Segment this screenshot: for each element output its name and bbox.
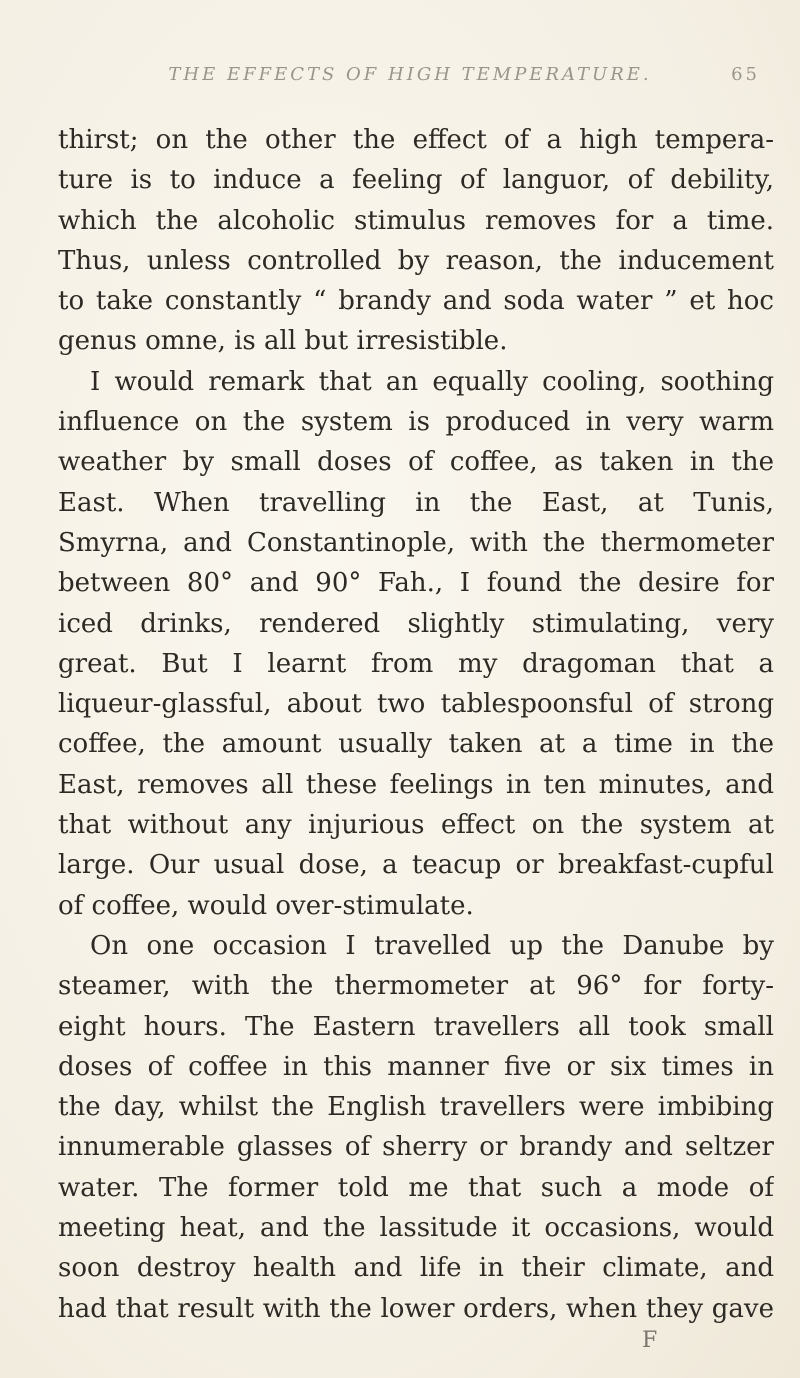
text-line: between 80° and 90° Fah., I found the desire for <box>58 568 774 599</box>
text-line: eight hours. The Eastern travellers all took small <box>58 1011 774 1042</box>
text-line: large. Our usual dose, a teacup or breakfast-cupful <box>58 850 774 881</box>
text-line: Smyrna, and Constantinople, with the thermometer <box>58 527 774 558</box>
text-line: ture is to induce a feeling of languor, of debility, <box>58 165 774 196</box>
text-line: doses of coffee in this manner five or six times in <box>58 1051 774 1082</box>
text-line: coffee, the amount usually taken at a time in the <box>58 729 774 760</box>
text-line: thirst; on the other the effect of a high tempera- <box>58 125 774 155</box>
running-title: THE EFFECTS OF HIGH TEMPERATURE. <box>168 64 652 85</box>
text-line: to take constantly “ brandy and soda water ” et hoc <box>58 286 774 317</box>
text-line: meeting heat, and the lassitude it occasions, would <box>58 1213 774 1244</box>
text-line: weather by small doses of coffee, as taken in the <box>58 447 774 478</box>
text-line: which the alcoholic stimulus removes for a time. <box>58 205 774 236</box>
body-text <box>58 120 774 1329</box>
text-line: Thus, unless controlled by reason, the inducement <box>58 245 774 276</box>
page-number: 65 <box>731 64 760 85</box>
running-head <box>120 64 760 94</box>
text-line: iced drinks, rendered slightly stimulating, very <box>58 608 774 639</box>
text-line: the day, whilst the English travellers were imbibing <box>58 1092 774 1123</box>
text-line: great. But I learnt from my dragoman that a <box>58 648 774 679</box>
paragraph-start-line: On one occasion I travelled up the Danube by <box>90 930 774 961</box>
text-line: innumerable glasses of sherry or brandy and seltzer <box>58 1132 774 1163</box>
signature-mark: F <box>642 1328 658 1353</box>
text-line: East. When travelling in the East, at Tunis, <box>58 487 774 518</box>
text-line: had that result with the lower orders, when they gave <box>58 1293 774 1324</box>
text-line: water. The former told me that such a mode of <box>58 1172 774 1203</box>
text-line: liqueur-glassful, about two tablespoonsful of strong <box>58 689 774 720</box>
text-line: steamer, with the thermometer at 96° for forty- <box>58 971 774 1002</box>
text-line: of coffee, would over-stimulate. <box>58 890 474 921</box>
text-line: genus omne, is all but irresistible. <box>58 326 508 357</box>
text-line: East, removes all these feelings in ten minutes, and <box>58 769 774 800</box>
paragraph-start-line: I would remark that an equally cooling, soothing <box>90 366 774 397</box>
text-line: soon destroy health and life in their climate, and <box>58 1253 774 1284</box>
text-line: that without any injurious effect on the system at <box>58 810 774 841</box>
text-line: influence on the system is produced in very warm <box>58 407 774 438</box>
